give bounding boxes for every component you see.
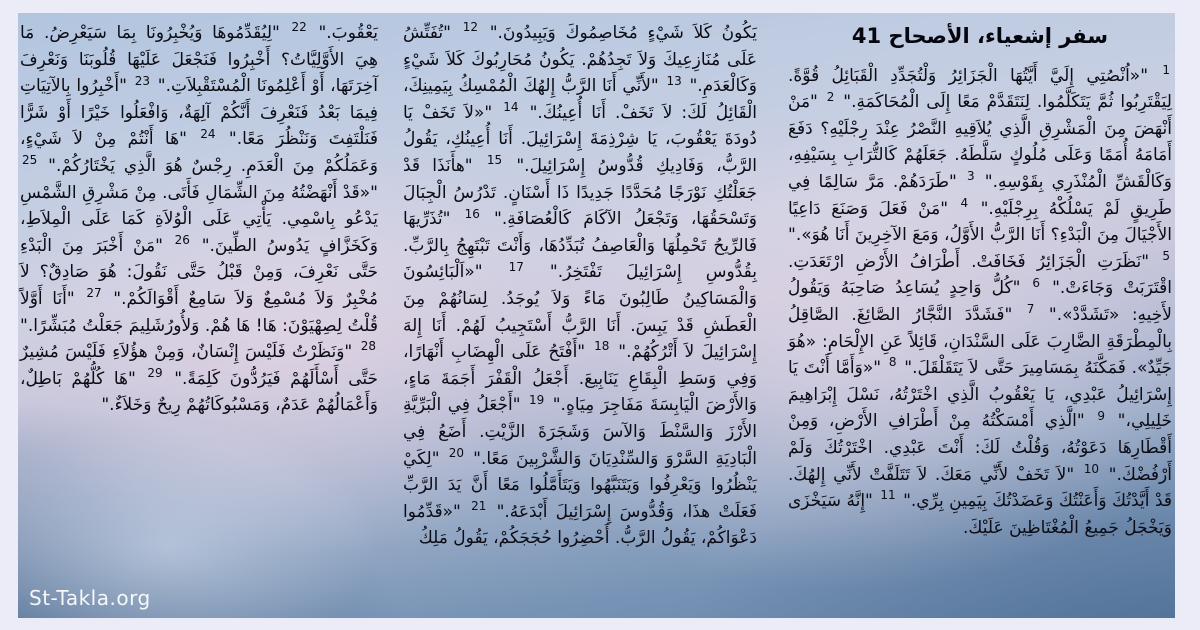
verse-number: 19 — [529, 392, 545, 407]
text-column-left: يَعْقُوبَ." $^{22}$ "لِيُقَدِّمُوهَا وَيُخْبِرُونَا بِمَا سَيَعْرِضُ. مَا هِيَ الأَوَّلِيَّاتُ؟ أَخْبِرُوا فَنَجْعَلَ عَلَيْهَا قُلُوبَنَا وَنَعْرِفَ آخِرَتَهَا، أَوْ أَعْلِمُونَا الْمُسْتَقْبِلاَتِ." $^{23}$ "أَخْبِرُوا بِالآتِيَاتِ فِيمَا بَعْدُ فَنَعْرِفَ أَنَّكُمْ آلِهَةٌ، وَافْعَلُوا خَيْرًا أَوْ شَرًّا فَنَلْتَفِتَ وَنَنْظُرَ مَعًا." $^{24}$ "هَا أَنْتُمْ مِنْ لاَ شَيْءٍ، وَعَمَلُكُمْ مِنَ الْعَدَمِ. رِجْسٌ هُوَ الَّذِي يَخْتَارُكُمْ." $^{25}$ "«قَدْ أَنْهَضْتُهُ مِنَ الشِّمَالِ فَأَتَى. مِنْ مَشْرِقِ الشَّمْسِ يَدْعُو بِاسْمِي. يَأْتِي عَلَى الْوُلاَةِ كَمَا عَلَى الْمِلاَطِ، وَكَخَزَّافٍ يَدُوسُ الطِّينَ." $^{26}$ "مَنْ أَخْبَرَ مِنَ الْبَدْءِ حَتَّى نَعْرِفَ، وَمِنْ قَبْلُ حَتَّى نَقُولَ: هُوَ صَادِقٌ؟ لاَ مُخْبِرٌ وَلاَ مُسْمِعٌ وَلاَ سَامِعٌ أَقْوَالَكُمْ." $^{27}$ "أَنَا أَوَّلاً قُلْتُ لِصِهْيَوْنَ: هَا! هَا هُمْ. وَلأُورُشَلِيمَ جَعَلْتُ مُبَشِّرًا." $^{28}$ "وَنَظَرْتُ فَلَيْسَ إِنْسَانٌ، وَمِنْ هؤُلاَءِ فَلَيْسَ مُشِيرٌ حَتَّى أَسْأَلَهُمْ فَيَرُدُّونَ كَلِمَةً." $^{29}$ "هَا كُلُّهُمْ بَاطِلٌ، وَأَعْمَالُهُمْ عَدَمٌ، وَمَسْبُوكَاتُهُمْ رِيحٌ وَخَلاَءٌ." — [20, 20, 379, 416]
verse-number: 27 — [86, 286, 102, 301]
verse-number: 6 — [1032, 275, 1041, 290]
verse-number: 20 — [448, 445, 464, 460]
verse-number: 8 — [888, 355, 897, 370]
verse-number: 11 — [880, 488, 896, 503]
verse-number: 29 — [147, 366, 163, 381]
verse-number: 28 — [360, 339, 376, 354]
verse-number: 23 — [134, 73, 150, 88]
verse-number: 25 — [22, 153, 38, 168]
verse-number: 17 — [508, 259, 524, 274]
verse-number: 26 — [174, 233, 190, 248]
verse-number: 7 — [1026, 302, 1035, 317]
verse-number: 2 — [826, 89, 835, 104]
verse-number: 12 — [462, 20, 478, 35]
verse-number: 21 — [471, 499, 487, 514]
verse-number: 1 — [1162, 62, 1170, 77]
verse-number: 10 — [1083, 461, 1100, 476]
verse-number: 15 — [486, 153, 503, 168]
verse-number: 5 — [1162, 249, 1170, 264]
watermark: St-Takla.org — [29, 586, 151, 610]
text-column-middle: يَكُونُ كَلاَ شَيْءٍ مُخَاصِمُوكَ وَيَبِيدُونَ." $^{12}$ "تُفَتِّشُ عَلَى مُنَازِعِيكَ وَلاَ تَجِدُهُمْ. يَكُونُ مُحَارِبُوكَ كَلاَ شَيْءٍ وَكَالْعَدَمِ." $^{13}$ "لأَنِّي أَنَا الرَّبُّ إِلهُكَ الْمُمْسِكُ بِيَمِينِكَ، الْقَائِلُ لَكَ: لاَ تَخَفْ. أَنَا أُعِينُكَ." $^{14}$ "«لاَ تَخَفْ يَا دُودَةَ يَعْقُوبَ، يَا شِرْذِمَةَ إِسْرَائِيلَ. أَنَا أُعِينُكِ، يَقُولُ الرَّبُّ، وَفَادِيكِ قُدُّوسُ إِسْرَائِيلَ." $^{15}$ "هأَنَذَا قَدْ جَعَلْتُكِ نَوْرَجًا مُحَدَّدًا جَدِيدًا ذَا أَسْنَانٍ. تَدْرُسُ الْجِبَالَ وَتَسْحَقُهَا، وَتَجْعَلُ الآكَامَ كَالْعُصَافَةِ." $^{16}$ "تُذَرِّيهَا فَالرِّيحُ تَحْمِلُهَا وَالْعَاصِفُ تُبَدِّدُهَا، وَأَنْتَ تَبْتَهِجُ بِالرَّبِّ. بِقُدُّوسِ إِسْرَائِيلَ تَفْتَخِرُ." $^{17}$ "«اَلْبَائِسُونَ وَالْمَسَاكِينُ طَالِبُونَ مَاءً وَلاَ يُوجَدُ. لِسَانُهُمْ مِنَ الْعَطَشِ قَدْ يَبِسَ. أَنَا الرَّبُّ أَسْتَجِيبُ لَهُمْ. أَنَا إِلهَ إِسْرَائِيلَ لاَ أَتْرُكُهُمْ." $^{18}$ "أَفْتَحُ عَلَى الْهِضَابِ أَنْهَارًا، وَفِي وَسَطِ الْبِقَاعِ يَنَابِيعَ. أَجْعَلُ الْقَفْرَ أَجَمَةَ مَاءٍ، وَالأَرْضَ الْيَابِسَةَ مَفَاجِرَ مِيَاهٍ." $^{19}$ "أَجْعَلُ فِي الْبَرِّيَّةِ الأَرْزَ وَالسَّنْطَ وَالآسَ وَشَجَرَةَ الزَّيْتِ. أَضَعُ فِي الْبَادِيَةِ السَّرْوَ وَالسِّنْدِيَانَ وَالشَّرْبِينَ مَعًا." $^{20}$ "لِكَيْ يَنْظُرُوا وَيَعْرِفُوا وَيَتَنَبَّهُوا وَيَتَأَمَّلُوا مَعًا أَنَّ يَدَ الرَّبِّ فَعَلَتْ هذَا، وَقُدُّوسَ إِسْرَائِيلَ أَبْدَعَهُ." $^{21}$ "«قَدِّمُوا دَعْوَاكُمْ، يَقُولُ الرَّبُّ. أَحْضِرُوا حُجَجَكُمْ، يَقُولُ مَلِكُ — [403, 20, 758, 549]
bible-text-verses-1-11: $^1$ "«اُنْصُتِي إِلَيَّ أَيَّتُهَا الْجَزَائِرُ وَلْتُجَدِّدِ الْقَبَائِلُ قُوَّةً. لِيَقْتَرِبُوا ثُمَّ يَتَكَلَّمُوا. لِنَتَقَدَّمْ مَعًا إِلَى الْمُحَاكَمَةِ." $^2$ "مَنْ أَنْهَضَ مِنَ الْمَشْرِقِ الَّذِي يُلاَقِيهِ النَّصْرُ عِنْدَ رِجْلَيْهِ؟ دَفَعَ أَمَامَهُ أُمَمًا وَعَلَى مُلُوكٍ سَلَّطَهُ. جَعَلَهُمْ كَالتُّرَابِ بِسَيْفِهِ، وَكَالْقَشِّ الْمُنْذَرِي بِقَوْسِهِ." $^3$ "طَرَدَهُمْ. مَرَّ سَالِمًا فِي طَرِيقٍ لَمْ يَسْلُكْهُ بِرِجْلَيْهِ." $^4$ "مَنْ فَعَلَ وَصَنَعَ دَاعِيًا الأَجْيَالَ مِنَ الْبَدْءِ؟ أَنَا الرَّبُّ الأَوَّلُ، وَمَعَ الآخِرِينَ أَنَا هُوَ»." $^5$ "نَظَرَتِ الْجَزَائِرُ فَخَافَتْ. أَطْرَافُ الأَرْضِ ارْتَعَدَتِ. اقْتَرَبَتْ وَجَاءَتْ." $^6$ "كُلُّ وَاحِدٍ يُسَاعِدُ صَاحِبَهُ وَيَقُولُ لأَخِيهِ: «تَشَدَّدْ»." $^7$ "فَشَدَّدَ النَّجَّارُ الصَّائِغَ. الصَّاقِلُ بِالْمِطْرَقَةِ الضَّارِبَ عَلَى السَّنْدَانِ، قَائِلاً عَنِ الإِلْحَامِ: «هُوَ جَيِّدٌ». فَمَكَّنَهُ بِمَسَامِيرَ حَتَّى لاَ يَتَقَلْقَلَ." $^8$ "«وَأَمَّا أَنْتَ يَا إِسْرَائِيلُ عَبْدِي، يَا يَعْقُوبُ الَّذِي اخْتَرْتُهُ، نَسْلَ إِبْرَاهِيمَ خَلِيلِي،" $^9$ "الَّذِي أَمْسَكْتُهُ مِنْ أَطْرَافِ الأَرْضِ، وَمِنْ أَقْطَارِهَا دَعَوْتُهُ، وَقُلْتُ لَكَ: أَنْتَ عَبْدِي. اخْتَرْتُكَ وَلَمْ أَرْفُضْكَ." $^{10}$ "لاَ تَخَفْ لأَنِّي مَعَكَ. لاَ تَتَلَفَّتْ لأَنِّي إِلهُكَ. قَدْ أَيَّدْتُكَ وَأَعَنْتُكَ وَعَضَدْتُكَ بِيَمِينِ بِرِّي." $^{11}$ "إِنَّهُ سَيَخْزَى وَيَخْجَلُ جَمِيعُ الْمُغْتَاظِينَ عَلَيْكَ. — [788, 62, 1173, 538]
sky-background-photo — [18, 13, 1175, 618]
verse-number: 18 — [594, 339, 610, 354]
verse-number: 22 — [291, 20, 307, 35]
verse-number: 16 — [464, 206, 480, 221]
verse-number: 4 — [960, 195, 969, 210]
chapter-title: سفر إشعياء، الأصحاح 41 — [851, 24, 1109, 48]
verse-number: 3 — [966, 169, 975, 184]
verse-number: 9 — [1097, 408, 1105, 423]
verse-number: 24 — [200, 126, 216, 141]
verse-number: 13 — [666, 73, 682, 88]
verse-number: 14 — [503, 100, 519, 115]
text-column-right — [788, 17, 1172, 541]
